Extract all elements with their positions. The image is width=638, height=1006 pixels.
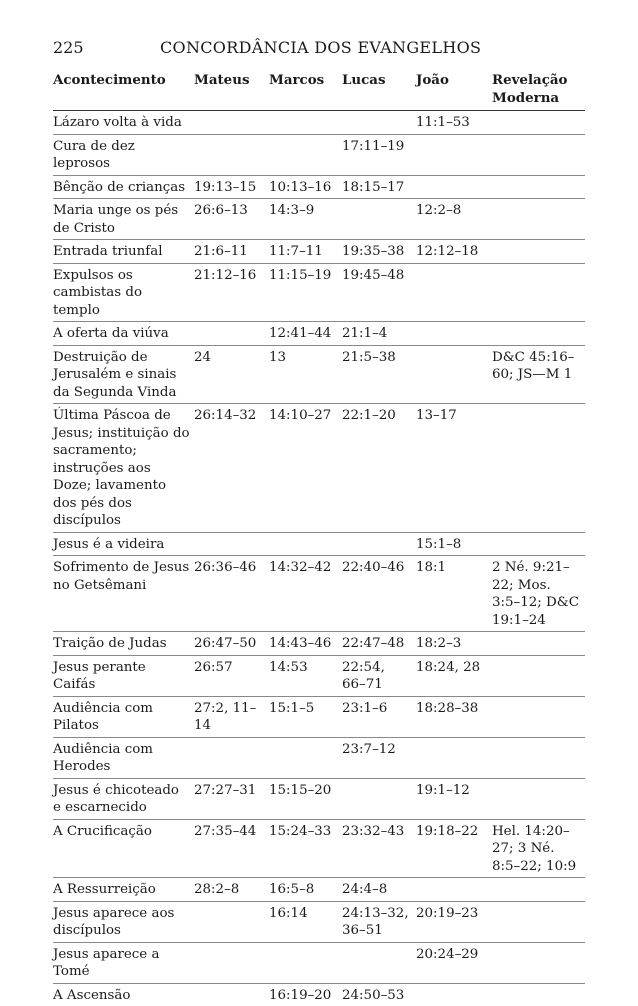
cell-modern-revelation xyxy=(492,134,585,175)
cell-matthew xyxy=(194,942,269,983)
cell-modern-revelation xyxy=(492,111,585,135)
cell-luke: 23:1–6 xyxy=(342,696,416,737)
cell-event: Jesus é a videira xyxy=(53,532,194,556)
table-row xyxy=(53,942,585,983)
cell-modern-revelation: Hel. 14:20–27; 3 Né. 8:5–22; 10:9 xyxy=(492,819,585,878)
cell-luke: 22:47–48 xyxy=(342,632,416,656)
cell-mark xyxy=(269,532,342,556)
cell-mark: 14:3–9 xyxy=(269,199,342,240)
cell-mark: 15:24–33 xyxy=(269,819,342,878)
cell-john xyxy=(416,263,492,322)
column-header-mark: Marcos xyxy=(269,70,342,111)
cell-mark: 15:15–20 xyxy=(269,778,342,819)
table-row xyxy=(53,322,585,346)
table-row xyxy=(53,878,585,902)
cell-modern-revelation xyxy=(492,878,585,902)
cell-john: 18:28–38 xyxy=(416,696,492,737)
cell-john xyxy=(416,134,492,175)
cell-matthew xyxy=(194,901,269,942)
cell-luke xyxy=(342,199,416,240)
cell-event: Audiência com Pilatos xyxy=(53,696,194,737)
column-header-john: João xyxy=(416,70,492,111)
cell-modern-revelation xyxy=(492,175,585,199)
column-header-luke: Lucas xyxy=(342,70,416,111)
cell-mark xyxy=(269,737,342,778)
cell-event: Traição de Judas xyxy=(53,632,194,656)
table-row xyxy=(53,111,585,135)
cell-mark: 16:14 xyxy=(269,901,342,942)
cell-matthew: 24 xyxy=(194,345,269,404)
cell-event: Maria unge os pés de Cristo xyxy=(53,199,194,240)
cell-luke: 24:4–8 xyxy=(342,878,416,902)
cell-matthew: 26:36–46 xyxy=(194,556,269,632)
cell-modern-revelation xyxy=(492,404,585,533)
cell-john xyxy=(416,878,492,902)
cell-mark: 14:43–46 xyxy=(269,632,342,656)
cell-mark: 14:32–42 xyxy=(269,556,342,632)
cell-john: 20:24–29 xyxy=(416,942,492,983)
cell-modern-revelation xyxy=(492,737,585,778)
cell-modern-revelation xyxy=(492,240,585,264)
cell-luke xyxy=(342,778,416,819)
cell-john: 18:24, 28 xyxy=(416,655,492,696)
cell-matthew xyxy=(194,737,269,778)
table-header-row xyxy=(53,70,585,111)
table-row xyxy=(53,263,585,322)
cell-event: Expulsos os cambistas do templo xyxy=(53,263,194,322)
cell-mark: 15:1–5 xyxy=(269,696,342,737)
cell-john xyxy=(416,175,492,199)
cell-john xyxy=(416,345,492,404)
cell-mark: 16:19–20 xyxy=(269,987,332,1003)
cell-event: Sofrimento de Jesus no Getsêmani xyxy=(53,556,194,632)
cell-john: 18:2–3 xyxy=(416,632,492,656)
cell-event: Jesus aparece aos discípulos xyxy=(53,901,194,942)
cell-event: Bênção de crianças xyxy=(53,175,194,199)
cell-mark xyxy=(269,942,342,983)
table-row xyxy=(53,532,585,556)
table-row xyxy=(53,696,585,737)
cell-luke: 19:35–38 xyxy=(342,240,416,264)
cell-john: 15:1–8 xyxy=(416,532,492,556)
cell-matthew xyxy=(194,134,269,175)
cell-luke xyxy=(342,111,416,135)
cell-john: 18:1 xyxy=(416,556,492,632)
cell-event: A oferta da viúva xyxy=(53,322,194,346)
cell-event: Lázaro volta à vida xyxy=(53,111,194,135)
cell-matthew: 21:6–11 xyxy=(194,240,269,264)
table-row xyxy=(53,240,585,264)
cell-john: 19:1–12 xyxy=(416,778,492,819)
table-row xyxy=(53,655,585,696)
page-number: 225 xyxy=(53,38,84,57)
cell-matthew xyxy=(194,532,269,556)
cell-event: Jesus perante Caifás xyxy=(53,655,194,696)
cell-event: A Crucificação xyxy=(53,819,194,878)
cell-event: Cura de dez leprosos xyxy=(53,134,194,175)
cell-mark: 11:15–19 xyxy=(269,263,342,322)
column-header-event: Acontecimento xyxy=(53,70,194,111)
cell-matthew: 21:12–16 xyxy=(194,263,269,322)
cell-luke: 21:1–4 xyxy=(342,322,416,346)
cell-modern-revelation xyxy=(492,901,585,942)
cell-modern-revelation xyxy=(492,655,585,696)
running-title: CONCORDÂNCIA DOS EVANGELHOS xyxy=(160,38,482,57)
cell-matthew: 19:13–15 xyxy=(194,175,269,199)
cell-luke: 22:54, 66–71 xyxy=(342,655,416,696)
cell-matthew: 26:14–32 xyxy=(194,404,269,533)
table-row xyxy=(53,345,585,404)
table-row xyxy=(53,199,585,240)
cell-john: 20:19–23 xyxy=(416,901,492,942)
cell-event: A Ressurreição xyxy=(53,878,194,902)
cell-matthew: 27:27–31 xyxy=(194,778,269,819)
cell-event: A Ascensão xyxy=(53,987,131,1003)
cell-event: Última Páscoa de Jesus; instituição do sacramento; instruções aos Doze; lavamento dos pés dos discípulos xyxy=(53,404,194,533)
cell-event: Audiência com Herodes xyxy=(53,737,194,778)
cell-mark xyxy=(269,134,342,175)
cell-john: 12:12–18 xyxy=(416,240,492,264)
cell-mark: 16:5–8 xyxy=(269,878,342,902)
cell-luke: 24:50–53 xyxy=(342,987,405,1003)
cell-john: 11:1–53 xyxy=(416,111,492,135)
table-row xyxy=(53,632,585,656)
table-row xyxy=(53,819,585,878)
cell-event: Jesus é chicoteado e escarnecido xyxy=(53,778,194,819)
cell-luke xyxy=(342,942,416,983)
table-row xyxy=(53,778,585,819)
cell-luke: 23:32–43 xyxy=(342,819,416,878)
cell-matthew xyxy=(194,322,269,346)
cell-modern-revelation xyxy=(492,263,585,322)
cell-matthew: 27:35–44 xyxy=(194,819,269,878)
cell-john: 12:2–8 xyxy=(416,199,492,240)
cell-modern-revelation xyxy=(492,199,585,240)
cell-event: Destruição de Jerusalém e sinais da Segunda Vinda xyxy=(53,345,194,404)
column-header-matthew: Mateus xyxy=(194,70,269,111)
cell-john xyxy=(416,737,492,778)
cell-luke: 22:1–20 xyxy=(342,404,416,533)
cell-modern-revelation xyxy=(492,942,585,983)
cell-luke: 22:40–46 xyxy=(342,556,416,632)
cell-event: Jesus aparece a Tomé xyxy=(53,942,194,983)
cell-john: 13–17 xyxy=(416,404,492,533)
cell-matthew xyxy=(194,111,269,135)
cell-modern-revelation xyxy=(492,696,585,737)
cell-modern-revelation xyxy=(492,632,585,656)
table-row xyxy=(53,404,585,533)
cell-matthew: 27:2, 11–14 xyxy=(194,696,269,737)
cell-modern-revelation xyxy=(492,322,585,346)
table-row xyxy=(53,901,585,942)
cell-matthew: 28:2–8 xyxy=(194,878,269,902)
table-row xyxy=(53,175,585,199)
cell-mark xyxy=(269,111,342,135)
cell-luke: 24:13–32, 36–51 xyxy=(342,901,416,942)
cell-modern-revelation xyxy=(492,778,585,819)
table-row xyxy=(53,134,585,175)
cell-mark: 11:7–11 xyxy=(269,240,342,264)
table-row xyxy=(53,556,585,632)
cell-luke xyxy=(342,532,416,556)
cell-luke: 19:45–48 xyxy=(342,263,416,322)
cell-john xyxy=(416,322,492,346)
cell-luke: 23:7–12 xyxy=(342,737,416,778)
cell-matthew: 26:57 xyxy=(194,655,269,696)
cell-mark: 10:13–16 xyxy=(269,175,342,199)
cell-mark: 14:53 xyxy=(269,655,342,696)
cell-modern-revelation: 2 Né. 9:21–22; Mos. 3:5–12; D&C 19:1–24 xyxy=(492,556,585,632)
cell-modern-revelation: D&C 45:16–60; JS—M 1 xyxy=(492,345,585,404)
cell-john: 19:18–22 xyxy=(416,819,492,878)
cell-modern-revelation xyxy=(492,532,585,556)
cell-matthew: 26:47–50 xyxy=(194,632,269,656)
table-row xyxy=(53,737,585,778)
cell-matthew: 26:6–13 xyxy=(194,199,269,240)
gospel-concordance-table xyxy=(53,70,585,1006)
cell-luke: 21:5–38 xyxy=(342,345,416,404)
cell-mark: 12:41–44 xyxy=(269,322,342,346)
cell-luke: 18:15–17 xyxy=(342,175,416,199)
column-header-modern-revelation: Revelação Moderna xyxy=(492,70,585,111)
cell-luke: 17:11–19 xyxy=(342,134,416,175)
cell-mark: 13 xyxy=(269,345,342,404)
cell-event: Entrada triunfal xyxy=(53,240,194,264)
page-header xyxy=(53,38,585,62)
cell-mark: 14:10–27 xyxy=(269,404,342,533)
